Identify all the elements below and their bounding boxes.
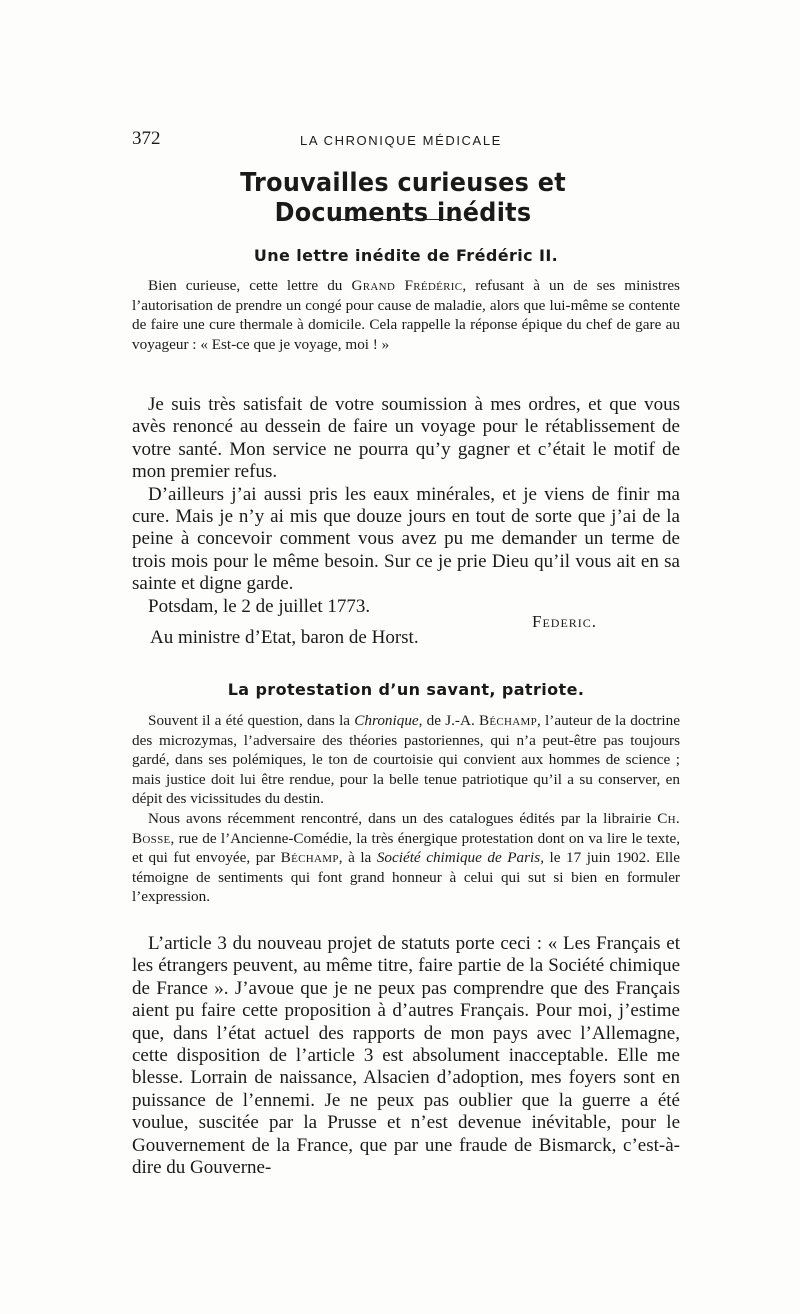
letter-addressee: Au ministre d’Etat, baron de Horst.: [150, 627, 419, 648]
p1-text-b: , de J.-A.: [418, 712, 479, 729]
bechamp-letter-text: L’article 3 du nouveau projet de statuts porte ceci : « Les Français et les étrangers peuvent, au même titre, faire partie de la Société chimique de France ». J’avoue que je ne peux pas comprendre que des Français aient pu faire cette proposition à d’autres Français. Pour moi, j’estime que, dans l’état actuel des rapports de mon pays avec l’Allemagne, cette disposition de l’article 3 est absolument inacceptable. Elle me blesse. Lorrain de naissance, Alsacien d’adoption, mes foyers sont en puissance de l’ennemi. Je ne peux pas oublier que la guerre a été voulue, suscitée par la Prusse et n’est devenue inévitable, pour le Gouvernement de la France, que par une fraude de Bismarck, c’est-à-dire du Gouverne-: [132, 933, 680, 1179]
running-head: [132, 128, 680, 156]
article1-intro: [132, 276, 680, 354]
article2-intro: [132, 711, 680, 907]
p1-text-a: Souvent il a été question, dans la: [148, 712, 355, 729]
title-rule: [340, 219, 462, 220]
p1-text-c: , l’auteur de la doctrine des microzymas, l’adversaire des théories pastoriennes, qui n’a peut-être pas toujours gardé, dans ses polémiques, le ton de courtoisie qui convient aux hommes de science ; mais justice doit lui être rendue, pour la belle tenue patriotique qu’il a su conserver, en dépit des vicissitudes du destin.: [132, 712, 680, 808]
p2-name: Béchamp: [280, 849, 339, 867]
section-rubric: Trouvailles curieuses et Documents inédits: [240, 168, 566, 228]
letter-paragraph: D’ailleurs j’ai aussi pris les eaux minérales, et je viens de finir ma cure. Mais je n’y ai mis que douze jours en tout de sorte que j’ai de la peine à concevoir comment vous avez pu me demander un terme de trois mois pour le même besoin. Sur ce je prie Dieu qu’il vous ait en sa sainte et digne garde.: [132, 483, 680, 595]
intro-text-a: Bien curieuse, cette lettre du: [148, 277, 352, 294]
p2-text-d: , le 17 juin 1902. Elle témoigne de sentiments qui font grand honneur à celui qui sut si bien en formuler l’expression.: [132, 849, 681, 906]
p1-name: Béchamp: [478, 712, 538, 729]
letter-dateline: Potsdam, le 2 de juillet 1773.: [148, 595, 371, 617]
article-title-protestation: La protestation d’un savant, patriote.: [227, 680, 585, 699]
p2-society: Société chimique de Paris: [376, 849, 541, 867]
letter-paragraph: Je suis très satisfait de votre soumission à mes ordres, et que vous avès renoncé au dessein de faire un voyage pour le rétablissement de votre santé. Mon service ne pourra qu’y gagner et c’était le motif de mon premier refus.: [132, 394, 680, 483]
frederic-letter: [132, 394, 680, 618]
p1-journal: Chronique: [354, 712, 419, 729]
intro-name: Grand Frédéric: [351, 277, 463, 294]
intro-paragraph-2: [132, 809, 680, 907]
bechamp-letter: [132, 933, 680, 1179]
journal-title: LA CHRONIQUE MÉDICALE: [300, 133, 502, 148]
p2-text-a: Nous avons récemment rencontré, dans un des catalogues édités par la librairie: [148, 809, 658, 827]
letter-signature: Federic.: [532, 612, 598, 631]
p2-text-b: , rue de l’Ancienne-Comédie, la très énergique protestation dont on va lire le texte, et qui fut envoyée, par: [132, 829, 680, 867]
p2-text-c: , à la: [338, 849, 377, 867]
intro-paragraph-1: [132, 711, 680, 809]
page-number: 372: [132, 128, 161, 149]
article-title-frederic: Une lettre inédite de Frédéric II.: [253, 246, 559, 265]
p2-bookseller: Ch. Bosse: [132, 809, 680, 847]
intro-text-b: , refusant à un de ses ministres l’autorisation de prendre un congé pour cause de maladie, alors que lui-même se contente de faire une cure thermale à domicile. Cela rappelle la réponse épique du chef de gare au voyageur : « Est-ce que je voyage, moi ! »: [132, 277, 680, 353]
